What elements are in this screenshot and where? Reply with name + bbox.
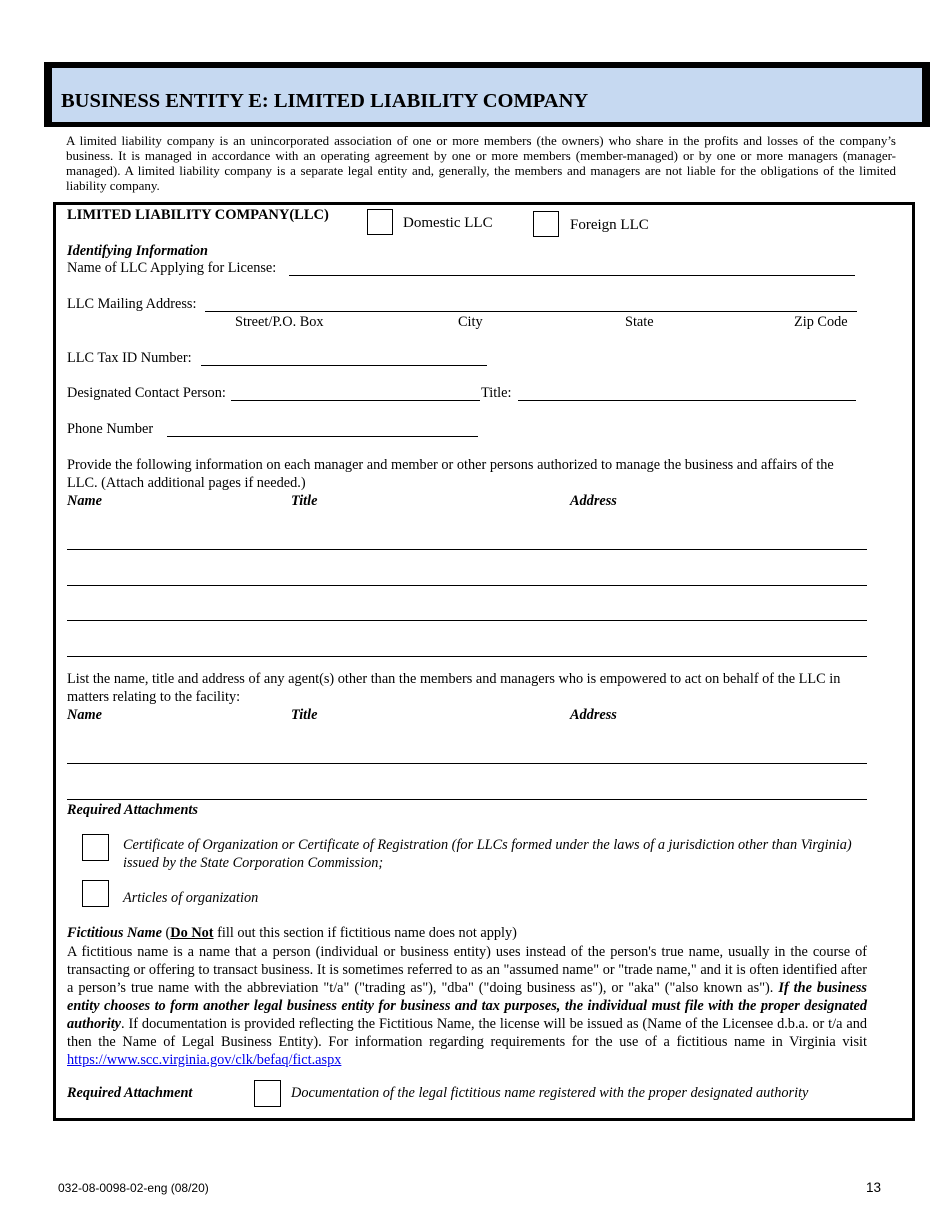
header-divider bbox=[44, 124, 930, 127]
contact-title-field[interactable] bbox=[518, 400, 856, 401]
tax-id-field[interactable] bbox=[201, 365, 487, 366]
required-attachments-heading: Required Attachments bbox=[67, 802, 198, 818]
foreign-llc-label: Foreign LLC bbox=[570, 217, 649, 233]
manager-entry-line[interactable] bbox=[67, 585, 867, 586]
managers-col-address: Address bbox=[570, 493, 617, 509]
form-code: 032-08-0098-02-eng (08/20) bbox=[58, 1181, 209, 1195]
fictitious-heading-title: Fictitious Name bbox=[67, 925, 162, 941]
manager-entry-line[interactable] bbox=[67, 620, 867, 621]
manager-entry-line[interactable] bbox=[67, 656, 867, 657]
phone-label: Phone Number bbox=[67, 421, 154, 437]
llc-name-label: Name of LLC Applying for License: bbox=[67, 260, 277, 276]
fictitious-body bbox=[67, 943, 867, 1069]
contact-person-label: Designated Contact Person: bbox=[67, 385, 226, 401]
state-caption: State bbox=[625, 314, 654, 330]
fictitious-documentation-checkbox[interactable] bbox=[254, 1080, 281, 1107]
contact-person-field[interactable] bbox=[231, 400, 480, 401]
fictitious-body-1: A fictitious name is a name that a person (individual or business entity) uses instead of the person's true name, usually in the course of transacting or offering to transact business. It is sometimes referred to as an "assumed name" or "trade name," and it is often identified after a person’s true name with the abbreviation "t/a" ("trading as"), "dba" ("doing business as"), or "aka" ("also known as"). bbox=[67, 944, 867, 996]
fictitious-body-2: . If documentation is provided reflecting the Fictitious Name, the license will be issued as (Name of the Licensee d.b.a. or t/a and then the Name of Legal Business Entity). For information regarding requirements for the use of a fictitious name in Virginia visit bbox=[67, 1016, 867, 1050]
required-attachment-label: Required Attachment bbox=[67, 1085, 193, 1101]
agent-entry-line[interactable] bbox=[67, 799, 867, 800]
attachment-certificate-text: Certificate of Organization or Certificate of Registration (for LLCs formed under the laws of a jurisdiction other than Virginia) issued by the State Corporation Commission; bbox=[123, 837, 852, 871]
certificate-checkbox[interactable] bbox=[82, 834, 109, 861]
intro-paragraph: A limited liability company is an unincorporated association of one or more members (the owners) who share in the profits and losses of the company’s business. It is managed in accordance with an operating agreement by one or more members (member-managed) or by one or more managers (manager-managed). A limited liability company is a separate legal entity and, generally, the members and managers are not liable for the obligations of the limited liability company. bbox=[66, 133, 896, 193]
fictitious-body-bold: If the business entity chooses to form another legal business entity for business and tax purposes, the individual must file with the proper designated authority bbox=[67, 980, 867, 1032]
attachment-articles-text: Articles of organization bbox=[123, 890, 259, 906]
manager-entry-line[interactable] bbox=[67, 549, 867, 550]
tax-id-label: LLC Tax ID Number: bbox=[67, 350, 192, 366]
mailing-address-label: LLC Mailing Address: bbox=[67, 296, 197, 312]
scc-fictitious-link[interactable]: https://www.scc.virginia.gov/clk/befaq/fict.aspx bbox=[67, 1052, 342, 1068]
managers-col-name: Name bbox=[67, 493, 102, 509]
phone-field[interactable] bbox=[167, 436, 478, 437]
section-title: LIMITED LIABILITY COMPANY(LLC) bbox=[67, 207, 329, 223]
mailing-address-field[interactable] bbox=[205, 311, 857, 312]
domestic-llc-checkbox[interactable] bbox=[367, 209, 393, 235]
identifying-heading: Identifying Information bbox=[67, 243, 209, 259]
city-caption: City bbox=[458, 314, 483, 330]
agents-col-name: Name bbox=[67, 707, 102, 723]
street-caption: Street/P.O. Box bbox=[235, 314, 324, 330]
domestic-llc-label: Domestic LLC bbox=[403, 215, 493, 231]
llc-name-field[interactable] bbox=[289, 275, 855, 276]
required-attachment-text: Documentation of the legal fictitious name registered with the proper designated authority bbox=[291, 1085, 809, 1101]
agents-instructions: List the name, title and address of any agent(s) other than the members and managers who is empowered to act on behalf of the LLC in matters relating to the facility: bbox=[67, 671, 841, 705]
agent-entry-line[interactable] bbox=[67, 763, 867, 764]
fictitious-heading bbox=[67, 925, 517, 942]
articles-checkbox[interactable] bbox=[82, 880, 109, 907]
managers-col-title: Title bbox=[291, 493, 318, 509]
managers-instructions: Provide the following information on each manager and member or other persons authorized to manage the business and affairs of the LLC. (Attach additional pages if needed.) bbox=[67, 457, 834, 491]
agents-col-address: Address bbox=[570, 707, 617, 723]
agents-col-title: Title bbox=[291, 707, 318, 723]
do-not-emphasis: Do Not bbox=[170, 925, 214, 941]
fictitious-heading-rest: fill out this section if fictitious name does not apply) bbox=[213, 925, 517, 941]
fictitious-heading-paren: ( bbox=[161, 925, 171, 941]
page-title: BUSINESS ENTITY E: LIMITED LIABILITY COMPANY bbox=[61, 90, 589, 112]
foreign-llc-checkbox[interactable] bbox=[533, 211, 559, 237]
page-number: 13 bbox=[866, 1180, 882, 1195]
contact-title-label: Title: bbox=[481, 385, 512, 401]
zip-caption: Zip Code bbox=[794, 314, 848, 330]
